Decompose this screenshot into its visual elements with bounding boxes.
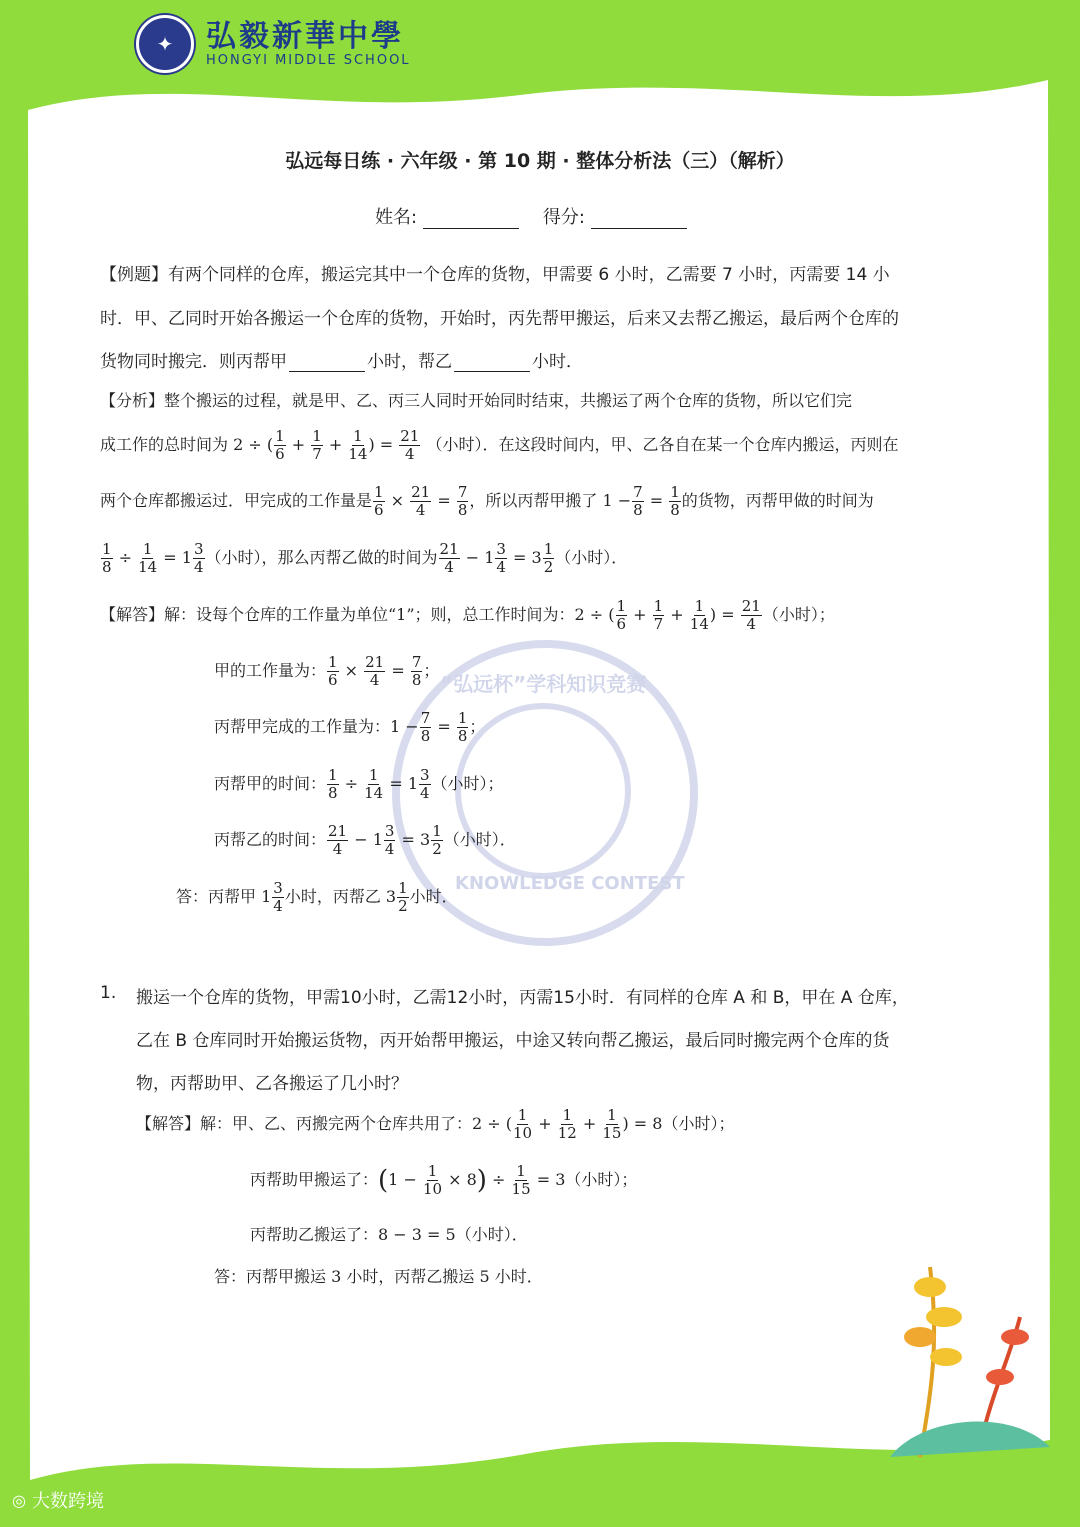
problem1-answer: 答：丙帮甲搬运 3 小时，丙帮乙搬运 5 小时． xyxy=(214,1267,543,1286)
school-emblem-icon: ✦ xyxy=(136,15,194,73)
problem1-line-2: 乙在 B 仓库同时开始搬运货物，丙开始帮甲搬运，中途又转向帮乙搬运，最后同时搬完两个仓库的货 xyxy=(136,1031,890,1051)
page-title: 弘远每日练 · 六年级 · 第 10 期 · 整体分析法（三）（解析） xyxy=(285,150,795,172)
solution-line-3: 丙帮甲完成的工作量为：1 − $\frac{7}{8}$ = $\frac{1}{8}$ ； xyxy=(214,709,486,745)
problem1-line-3: 物，丙帮助甲、乙各搬运了几小时？ xyxy=(136,1074,408,1094)
plant-birds-illustration xyxy=(860,1247,1060,1467)
solution-answer: 答：丙帮甲 1 $\frac{3}{4}$ 小时，丙帮乙 3 $\frac{1}{2}$ 小时． xyxy=(176,879,458,915)
brand-logo-icon: ◎ xyxy=(12,1490,26,1510)
solution-line-4: 丙帮甲的时间： $\frac{1}{8}$ ÷ $\frac{1}{14}$ = 1 $\frac{3}{4}$ （小时）； xyxy=(214,766,504,802)
solution-line-1: 【解答】解：设每个仓库的工作量为单位“1”；则，总工作时间为：2 ÷ ( $\frac{1}{6}$ + $\frac{1}{7}$ + $\frac{1}{14}$ ) = $\frac{21}{4}$ （小时）； xyxy=(100,597,835,633)
problem1-solution-1: 【解答】解：甲、乙、丙搬完两个仓库共用了：2 ÷ ( $\frac{1}{10}$ + $\frac{1}{12}$ + $\frac{1}{15}$ ) = 8（小时）； xyxy=(136,1106,735,1142)
example-line-1: 【例题】有两个同样的仓库，搬运完其中一个仓库的货物，甲需要 6 小时，乙需要 7 小时，丙需要 14 小 xyxy=(100,265,890,285)
analysis-line-2: 成工作的总时间为 2 ÷ ( $\frac{1}{6}$ + $\frac{1}{7}$ + $\frac{1}{14}$ ) = $\frac{21}{4}$ （小时）．在这段时间内，甲、乙各自在某一个仓库内搬运，丙则在 xyxy=(100,427,899,463)
example-line-2: 时．甲、乙同时开始各搬运一个仓库的货物，开始时，丙先帮甲搬运，后来又去帮乙搬运，最后两个仓库的 xyxy=(100,309,899,329)
analysis-line-1: 【分析】整个搬运的过程，就是甲、乙、丙三人同时开始同时结束，共搬运了两个仓库的货物，所以它们完 xyxy=(100,391,853,410)
solution-line-2: 甲的工作量为： $\frac{1}{6}$ × $\frac{21}{4}$ = $\frac{7}{8}$ ； xyxy=(214,653,440,689)
solution-line-5: 丙帮乙的时间： $\frac{21}{4}$ − 1 $\frac{3}{4}$ = 3 $\frac{1}{2}$ （小时）． xyxy=(214,822,516,858)
problem1-number: 1. xyxy=(100,983,117,1003)
example-line-3: 货物同时搬完．则丙帮甲 小时，帮乙 小时． xyxy=(100,352,583,372)
school-logo xyxy=(136,14,411,74)
problem1-line-1: 搬运一个仓库的货物，甲需10小时，乙需12小时，丙需15小时．有同样的仓库 A 和 B，甲在 A 仓库， xyxy=(136,988,909,1008)
analysis-line-4: $\frac{1}{8}$ ÷ $\frac{1}{14}$ = 1 $\frac{3}{4}$ （小时），那么丙帮乙做的时间为 $\frac{21}{4}$ − 1 $\frac{3}{4}$ = 3 $\frac{1}{2}$ （小时）． xyxy=(102,540,628,576)
watermark-bottom-text: KNOWLEDGE CONTEST xyxy=(455,873,685,894)
name-blank xyxy=(423,210,519,229)
footer-brand-text: 大数跨境 xyxy=(31,1491,104,1512)
name-score-bar xyxy=(0,203,1080,229)
name-label: 姓名: xyxy=(375,207,418,228)
score-blank xyxy=(591,210,687,229)
school-name-en: HONGYI MIDDLE SCHOOL xyxy=(206,52,411,68)
footer-brand xyxy=(12,1487,104,1513)
watermark-top-text: “弘远杯”学科知识竞赛 xyxy=(440,672,647,696)
analysis-line-3: 两个仓库都搬运过．甲完成的工作量是 $\frac{1}{6}$ × $\frac{21}{4}$ = $\frac{7}{8}$ ，所以丙帮甲搬了 1 − $\frac{7}{8}$ = $\frac{1}{8}$ 的货物，丙帮甲做的时间为 xyxy=(100,483,874,519)
problem1-solution-2: 丙帮助甲搬运了：(1 − $\frac{1}{10}$ × 8) ÷ $\frac{1}{15}$ = 3（小时）； xyxy=(250,1162,638,1198)
score-label: 得分: xyxy=(542,207,585,228)
problem1-solution-3: 丙帮助乙搬运了：8 − 3 = 5（小时）． xyxy=(250,1225,528,1244)
school-name-cn: 弘毅新華中學 xyxy=(206,18,404,54)
